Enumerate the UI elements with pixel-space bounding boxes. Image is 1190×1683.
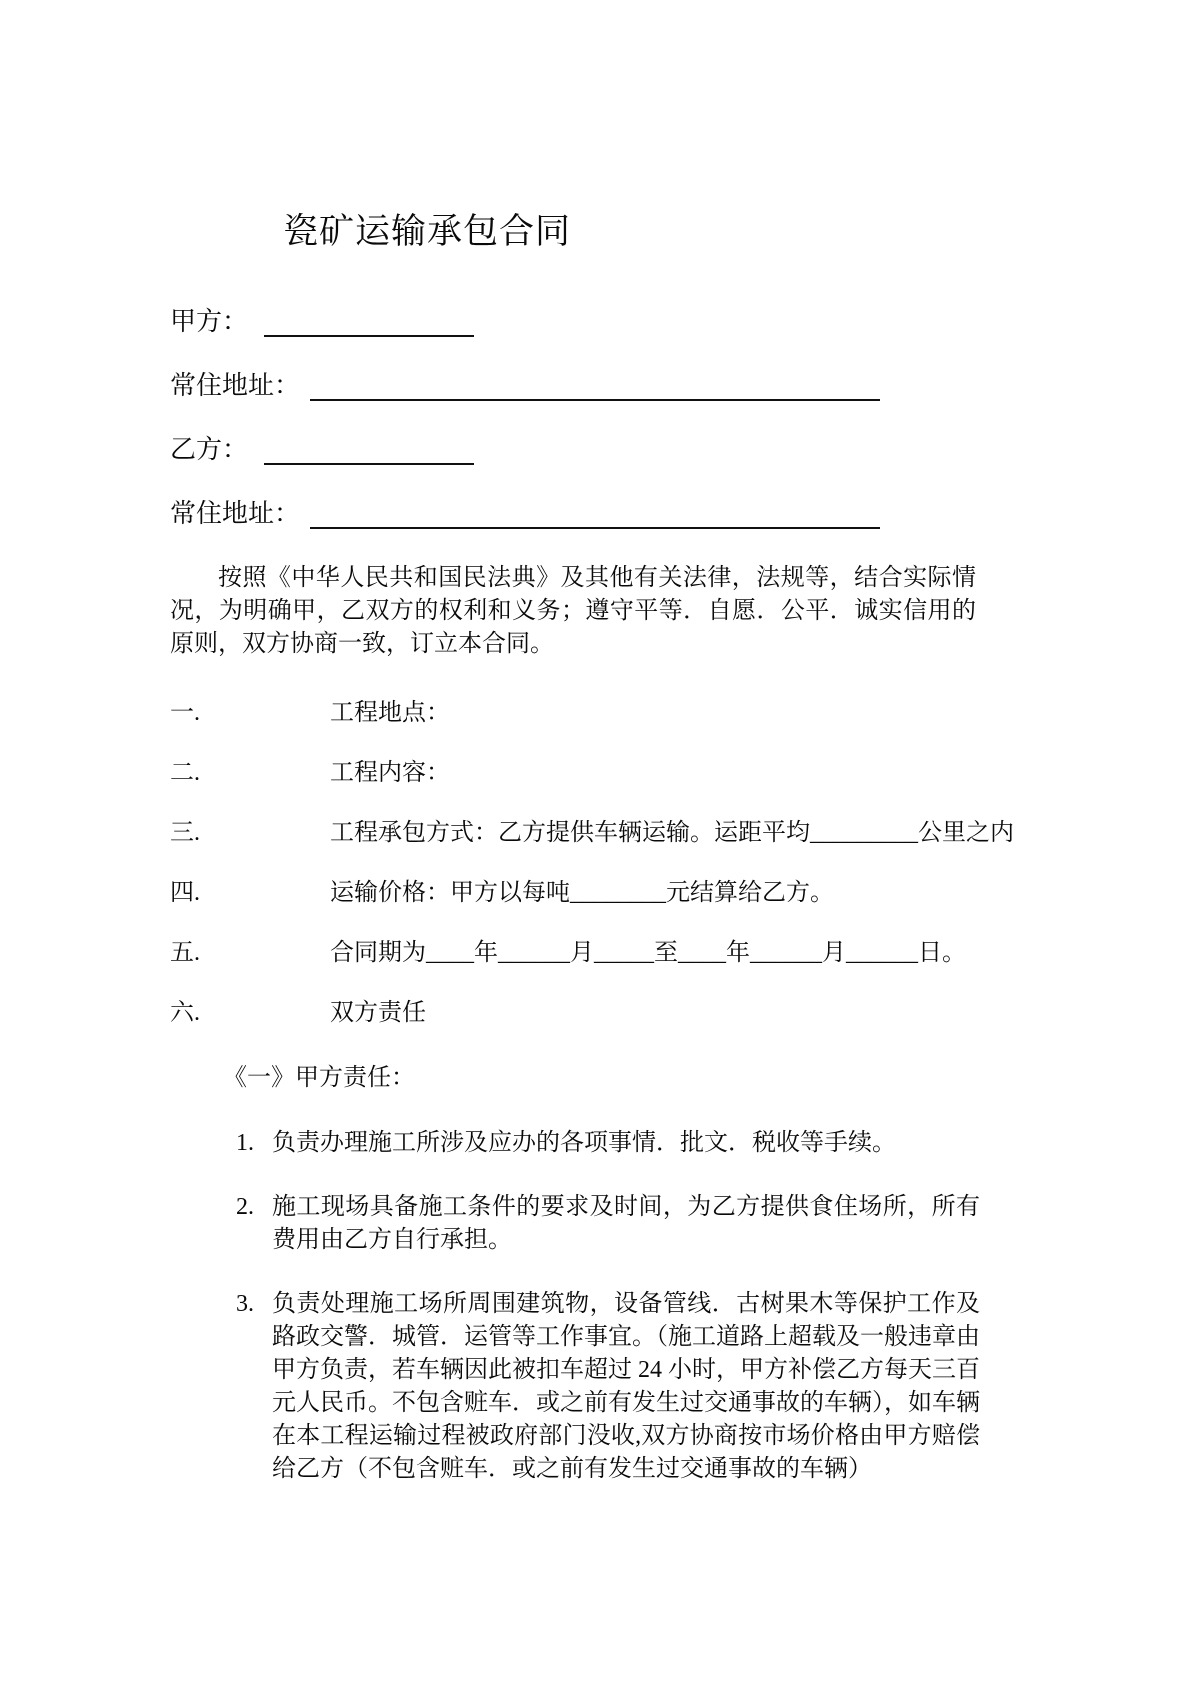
- party-a-address-blank-line[interactable]: [310, 373, 880, 401]
- party-b-address-row: [170, 496, 1030, 532]
- party-a-address-row: [170, 368, 1030, 404]
- party-fields: [170, 304, 1030, 532]
- clause-5-contract-period: [170, 937, 1030, 970]
- clause-6-responsibilities: [170, 997, 1030, 1030]
- clause-4-number: 四.: [170, 880, 200, 906]
- document-title: 瓷矿运输承包合同: [283, 212, 572, 251]
- clause-6-text: 双方责任: [330, 1000, 426, 1026]
- duty-item-3: [170, 1288, 1030, 1486]
- clause-3-text: 工程承包方式：乙方提供车辆运输。运距平均_________公里之内: [330, 820, 1014, 846]
- party-a-row: [170, 304, 1030, 340]
- clause-2-text: 工程内容：: [330, 760, 450, 786]
- party-b-label: 乙方：: [170, 435, 249, 464]
- party-b-address-blank-line[interactable]: [310, 501, 880, 529]
- duty-1-number: 1.: [236, 1130, 254, 1156]
- clause-3-number: 三.: [170, 820, 200, 846]
- clause-1-project-location: [170, 697, 1030, 730]
- clause-3-contracting-method: [170, 817, 1030, 850]
- party-a-address-label: 常住地址：: [170, 371, 301, 400]
- clause-2-number: 二.: [170, 760, 200, 786]
- party-b-blank-line[interactable]: [264, 437, 474, 465]
- preamble-paragraph: 按照《中华人民共和国民法典》及其他有关法律，法规等，结合实际情况，为明确甲，乙双方的权利和义务；遵守平等．自愿．公平．诚实信用的原则，双方协商一致，订立本合同。: [170, 565, 976, 657]
- duty-3-text: 负责处理施工场所周围建筑物，设备管线．古树果木等保护工作及路政交警．城管．运管等工作事宜。（施工道路上超载及一般违章由甲方负责，若车辆因此被扣车超过 24 小时，甲方补偿乙方每天三百元人民币。不包含赃车．或之前有发生过交通事故的车辆），如车辆在本工程运输过程被政府部门没收,双方协商按市场价格由甲方赔偿给乙方（不包含赃车．或之前有发生过交通事故的车辆）: [272, 1291, 980, 1482]
- party-a-label: 甲方：: [170, 307, 249, 336]
- clause-5-text: 合同期为____年______月_____至____年______月______日。: [330, 940, 966, 966]
- duty-item-2: [170, 1191, 1030, 1257]
- clause-2-project-content: [170, 757, 1030, 790]
- duty-1-text: 负责办理施工所涉及应办的各项事情．批文．税收等手续。: [272, 1130, 896, 1156]
- party-a-blank-line[interactable]: [264, 309, 474, 337]
- clause-1-number: 一.: [170, 700, 200, 726]
- duty-2-number: 2.: [236, 1194, 254, 1220]
- party-a-duties-list: [170, 1127, 1030, 1486]
- clause-list: [170, 697, 1030, 1030]
- party-a-duties-heading: 《一》甲方责任：: [223, 1065, 415, 1091]
- duty-3-number: 3.: [236, 1291, 254, 1317]
- clause-4-transport-price: [170, 877, 1030, 910]
- clause-6-number: 六.: [170, 1000, 200, 1026]
- clause-5-number: 五.: [170, 940, 200, 966]
- duty-item-1: [170, 1127, 1030, 1160]
- clause-1-text: 工程地点：: [330, 700, 450, 726]
- duty-2-text: 施工现场具备施工条件的要求及时间，为乙方提供食住场所，所有费用由乙方自行承担。: [272, 1194, 980, 1253]
- party-b-address-label: 常住地址：: [170, 499, 301, 528]
- party-b-row: [170, 432, 1030, 468]
- clause-4-text: 运输价格：甲方以每吨________元结算给乙方。: [330, 880, 834, 906]
